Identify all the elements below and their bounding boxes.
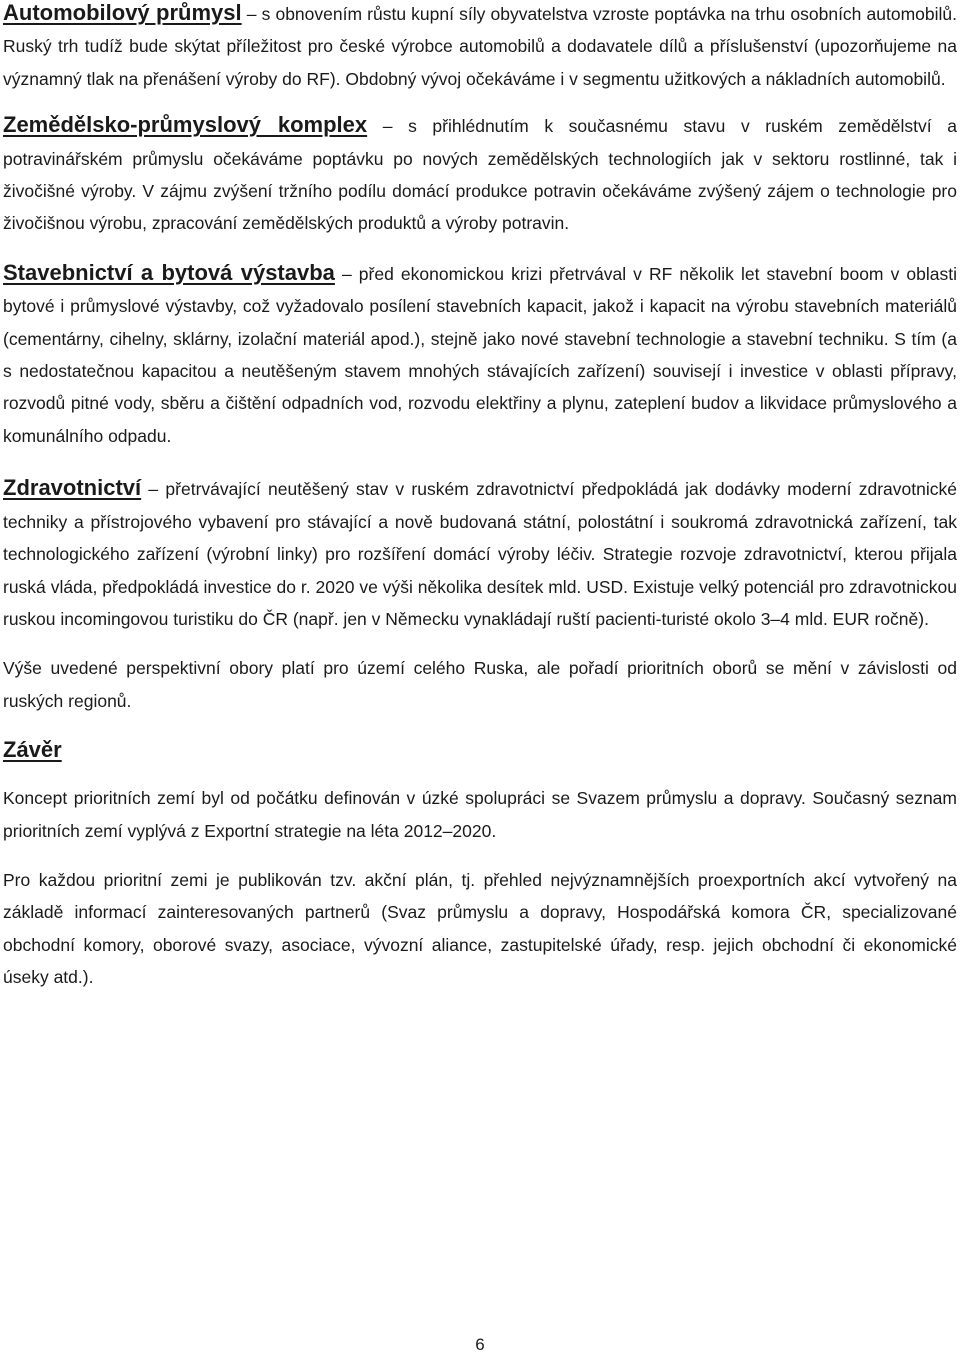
section-construction: [3, 257, 957, 452]
section-heading-construction: Stavebnictví a bytová výstavba: [3, 259, 335, 285]
section-heading-healthcare: Zdravotnictví: [3, 475, 142, 501]
conclusion-paragraph-2: Pro každou prioritní zemi je publikován tzv. akční plán, tj. přehled nejvýznamnějších proexportních akcí vytvořený na základě informací zainteresovaných partnerů (Svaz průmyslu a dopravy, Hospodářská komora ČR, specializované obchodní komory, oborové svazy, asociace, vývozní aliance, zastupitelské úřady, resp. jejich obchodní či ekonomické úseky atd.).: [3, 869, 957, 988]
section-agro-industrial: [3, 109, 957, 240]
section-healthcare: [3, 472, 957, 635]
conclusion-paragraph-1: Koncept prioritních zemí byl od počátku definován v úzké spolupráci se Svazem průmyslu a dopravy. Současný seznam prioritních zemí vyplývá z Exportní strategie na léta 2012–2020.: [3, 788, 957, 841]
section-separator: –: [334, 263, 359, 284]
section-separator: –: [241, 4, 262, 24]
section-heading-automotive: Automobilový průmysl: [3, 0, 242, 25]
section-separator: –: [141, 479, 166, 500]
section-separator: –: [367, 116, 409, 137]
section-automotive: [3, 0, 957, 95]
section-text-automotive: s obnovením růstu kupní síly obyvatelstva vzroste poptávka na trhu osobních automobilů. Ruský trh tudíž bude skýtat příležitost pro české výrobce automobilů a dodavatele dílů a příslušenství (upozorňujeme na významný tlak na přenášení výroby do RF). Obdobný vývoj očekáváme i v segmentu užitkových a nákladních automobilů.: [3, 4, 958, 89]
document-page: [3, 0, 957, 994]
section-text-construction: před ekonomickou krizi přetrvával v RF několik let stavební boom v oblasti bytové i průmyslové výstavby, což vyžadovalo posílení stavebních kapacit, jakož i kapacit na výrobu stavebních materiálů (cementárny, cihelny, sklárny, izolační materiál apod.), stejně jako nové stavební technologie a stavební techniku. S tím (a s nedostatečnou kapacitou a neutěšeným stavem mnohých stávajících zařízení) souvisejí i investice v oblasti přípravy, rozvodů pitné vody, sběru a čištění odpadních vod, rozvodu elektřiny a plynu, zateplení budov a likvidace průmyslového a komunálního odpadu.: [3, 263, 957, 446]
closing-paragraph: Výše uvedené perspektivní obory platí pro území celého Ruska, ale pořadí prioritních oborů se mění v závislosti od ruských regionů.: [3, 658, 957, 711]
section-text-healthcare: přetrvávající neutěšený stav v ruském zdravotnictví předpokládá jak dodávky moderní zdravotnické techniky a přístrojového vybavení pro stávající a nově budovaná státní, polostátní i soukromá zdravotnická zařízení, tak technologického zařízení (výrobní linky) pro rozšíření domácí výroby léčiv. Strategie rozvoje zdravotnictví, kterou přijala ruská vláda, předpokládá investice do r. 2020 ve výši několika desítek mld. USD. Existuje velký potenciál pro zdravotnickou ruskou incomingovou turistiku do ČR (např. jen v Německu vynakládají ruští pacienti-turisté okolo 3–4 mld. EUR ročně).: [3, 479, 957, 629]
conclusion-heading: Závěr: [3, 737, 62, 763]
page-number: 6: [475, 1335, 485, 1354]
section-heading-agro-industrial: Zemědělsko-průmyslový komplex: [3, 112, 368, 138]
section-text-agro-industrial: s přihlédnutím k současnému stavu v ruském zemědělství a potravinářském průmyslu očekáváme poptávku po nových zemědělských technologiích jak v sektoru rostlinné, tak i živočišné výroby. V zájmu zvýšení tržního podílu domácí produkce potravin očekáváme zvýšený zájem o technologie pro živočišnou výrobu, zpracování zemědělských produktů a výroby potravin.: [3, 116, 957, 234]
